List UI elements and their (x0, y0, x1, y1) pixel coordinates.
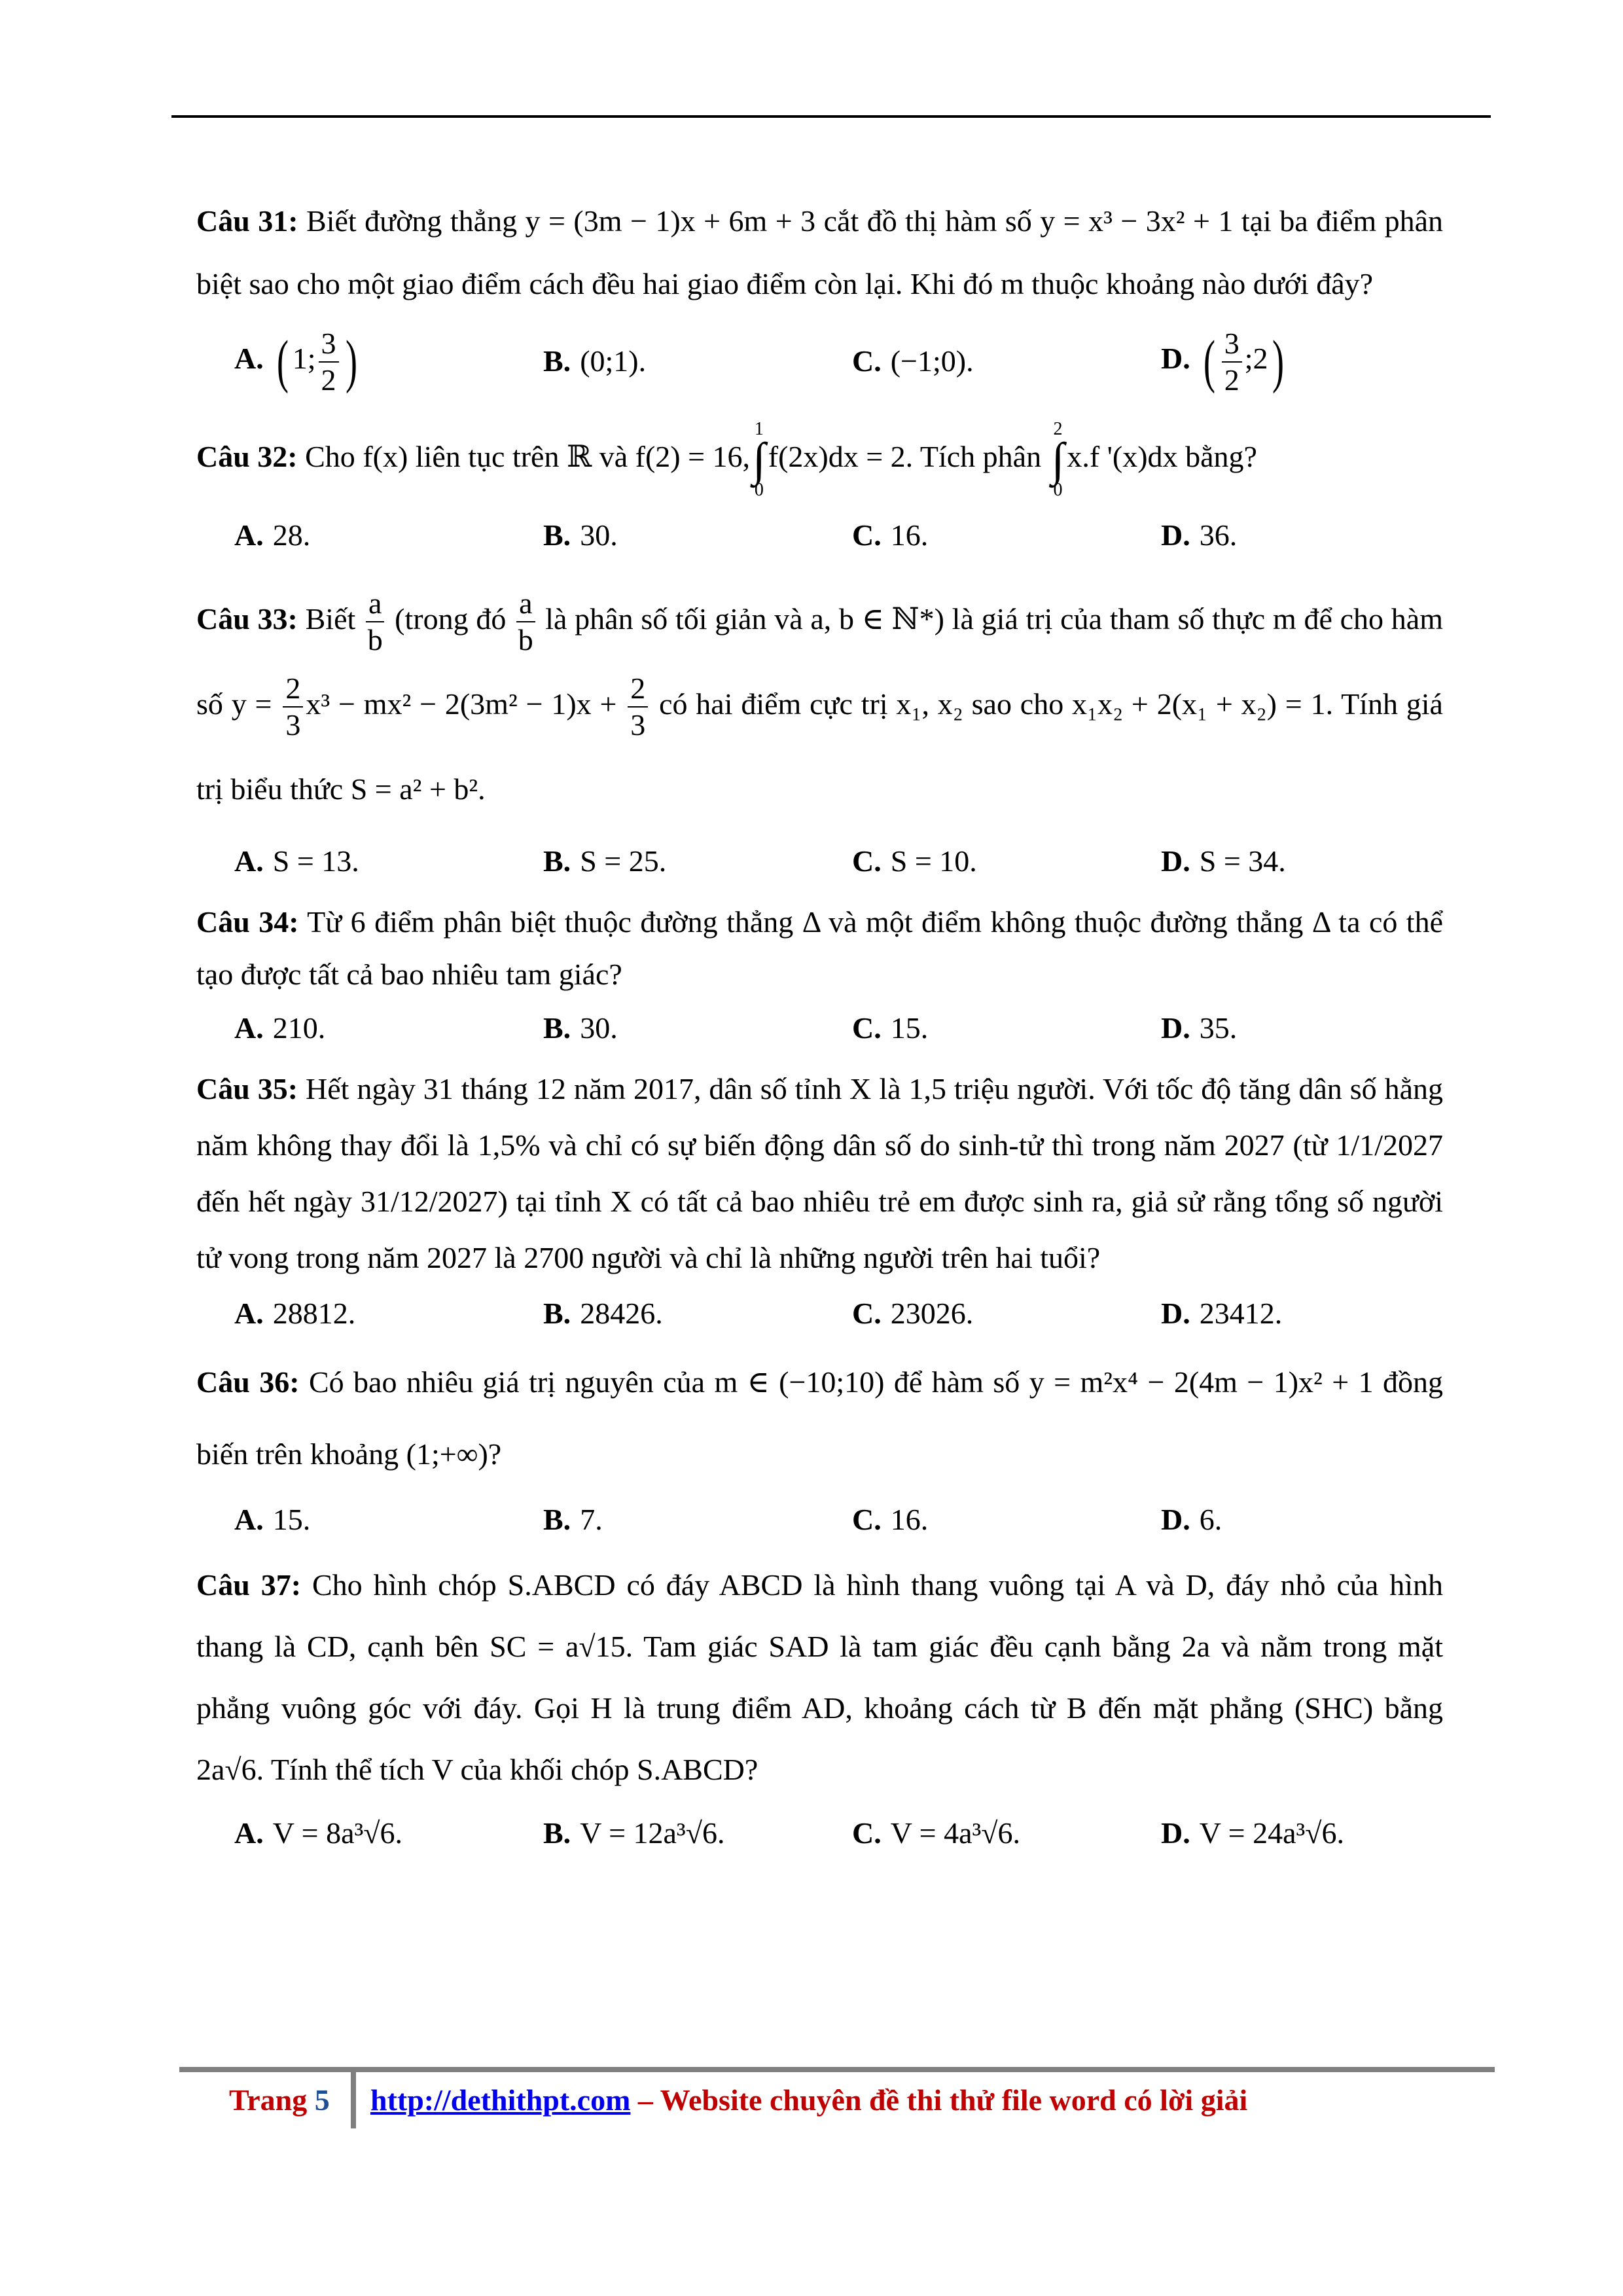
question-text: Tính giá trị biểu thức (196, 687, 1443, 806)
option-c[interactable] (814, 330, 1123, 393)
option-a[interactable] (196, 1282, 505, 1345)
option-letter: B. (543, 518, 571, 552)
numerator: 3 (1222, 329, 1242, 363)
denominator: 3 (285, 708, 301, 742)
option-letter: D. (1161, 1296, 1190, 1330)
question-31 (196, 190, 1443, 315)
option-letter: C. (852, 1296, 882, 1330)
option-a[interactable] (196, 997, 505, 1060)
option-b[interactable] (505, 504, 814, 567)
option-text: 35. (1199, 1011, 1238, 1045)
option-letter: D. (1161, 1816, 1190, 1850)
numerator: a (366, 588, 384, 622)
option-text: V = 24a³√6. (1199, 1816, 1345, 1850)
option-d[interactable] (1123, 1802, 1432, 1865)
option-text: (−1;0). (890, 344, 974, 378)
question-text: (trong đó (387, 601, 514, 636)
question-text: liên tục trên (408, 439, 567, 473)
answer-options (196, 1001, 1443, 1056)
site-description: – Website chuyên đề thi thử file word có lời giải (630, 2083, 1248, 2117)
math-expression: SC = a√15. (490, 1629, 633, 1663)
option-letter: A. (234, 342, 264, 376)
math-expression: 2a√6. (196, 1752, 264, 1786)
math-expression: S = a² + b². (350, 772, 486, 806)
option-b[interactable] (505, 330, 814, 393)
option-text: S = 10. (890, 844, 977, 878)
option-text: 23026. (890, 1296, 974, 1330)
option-d[interactable] (1123, 830, 1432, 893)
header-rule (171, 115, 1491, 118)
integral-upper-limit: 1 (754, 419, 764, 439)
answer-options (196, 499, 1443, 571)
numerator: a (516, 588, 535, 622)
question-text: là giá trị của tham số thực m để cho hàm số (196, 601, 1443, 721)
numerator: 2 (283, 673, 303, 708)
question-label: Câu 35: (196, 1071, 298, 1105)
question-text: tại ba điểm phân biệt sao cho một giao điểm cách đều hai giao điểm còn lại. Khi đó m thuộc khoảng nào dưới đây? (196, 204, 1444, 300)
option-c[interactable] (814, 1488, 1123, 1551)
option-c[interactable] (814, 504, 1123, 567)
option-letter: A. (234, 844, 264, 878)
question-label: Câu 32: (196, 439, 298, 473)
option-d[interactable] (1123, 997, 1432, 1060)
option-text: 28. (272, 518, 311, 552)
option-letter: C. (852, 1011, 882, 1045)
option-letter: B. (543, 1502, 571, 1536)
option-a[interactable] (196, 504, 505, 567)
question-text: Hết ngày 31 tháng 12 năm 2017, dân số tỉnh X là 1,5 triệu người. Với tốc độ tăng dân số hằng năm không thay đổi là 1,5% và chỉ có sự biến động dân số do sinh-tử thì trong năm 2027 (từ 1/1/2027 đến hết ngày 31/12/2027) tại tỉnh X có tất cả bao nhiêu trẻ em được sinh ra, giả sử rằng tổng số người tử vong trong năm 2027 là 2700 người và chỉ là những người trên hai tuổi? (196, 1071, 1443, 1274)
option-b[interactable] (505, 1282, 814, 1345)
math-expression: x.f '(x)dx (1067, 439, 1178, 473)
denominator: 2 (321, 363, 336, 397)
option-text: 23412. (1199, 1296, 1283, 1330)
answer-options (196, 1801, 1443, 1866)
answer-options (196, 1286, 1443, 1341)
math-expression: y = (231, 687, 281, 721)
denominator: b (367, 623, 383, 657)
question-list (196, 190, 1443, 1871)
math-expression: (1;+∞) (406, 1437, 488, 1471)
question-label: Câu 33: (196, 601, 298, 636)
option-text: S = 25. (580, 844, 667, 878)
question-text: Từ 6 điểm phân biệt thuộc đường thẳng Δ và một điểm không thuộc đường thẳng Δ ta có thể tạo được tất cả bao nhiêu tam giác? (196, 905, 1443, 991)
option-text: 30. (580, 518, 618, 552)
option-a[interactable] (196, 327, 505, 395)
option-a[interactable] (196, 830, 505, 893)
footer-site (370, 2083, 1247, 2117)
option-text: 28812. (272, 1296, 356, 1330)
option-text: 36. (1199, 518, 1238, 552)
answer-options (196, 832, 1443, 891)
option-letter: D. (1161, 518, 1190, 552)
option-text: V = 8a³√6. (272, 1816, 403, 1850)
integral-sign (1052, 420, 1065, 499)
question-37 (196, 1554, 1443, 1801)
paren-left: ( (1203, 329, 1215, 394)
answer-options (196, 1490, 1443, 1549)
question-text: Cho (297, 439, 363, 473)
math-expression: x³ − mx² − 2(3m² − 1)x + (306, 687, 626, 721)
numerator: 2 (628, 673, 648, 708)
option-text: 7. (580, 1502, 603, 1536)
integral-lower-limit: 0 (754, 479, 764, 500)
option-text: S = 34. (1199, 844, 1286, 878)
option-b[interactable] (505, 830, 814, 893)
question-text: Biết (297, 601, 364, 636)
fraction (319, 326, 339, 397)
integral-symbol: ∫ (753, 433, 766, 486)
fraction (1222, 326, 1242, 397)
option-letter: A. (234, 1011, 264, 1045)
denominator: 2 (1224, 363, 1240, 397)
integral-upper-limit: 2 (1053, 419, 1063, 439)
option-b[interactable] (505, 997, 814, 1060)
numerator: 3 (319, 329, 339, 363)
option-d[interactable] (1123, 327, 1432, 395)
option-letter: A. (234, 1502, 264, 1536)
paren-left: ( (276, 329, 289, 394)
question-text: Biết đường thẳng (298, 204, 526, 238)
option-c[interactable] (814, 830, 1123, 893)
option-c[interactable] (814, 1282, 1123, 1345)
option-text: S = 13. (272, 844, 359, 878)
denominator: 3 (630, 708, 646, 742)
option-letter: D. (1161, 342, 1190, 376)
question-label: Câu 34: (196, 905, 299, 939)
math-expression: f(x) (363, 439, 408, 473)
option-text: V = 4a³√6. (890, 1816, 1021, 1850)
option-a[interactable] (196, 1488, 505, 1551)
question-label: Câu 31: (196, 204, 298, 238)
question-32 (196, 420, 1443, 499)
option-text: 1; (292, 342, 316, 376)
math-expression: y = x³ − 3x² + 1 (1040, 204, 1234, 238)
option-text: ;2 (1244, 342, 1268, 376)
option-d[interactable] (1123, 504, 1432, 567)
math-expression: y = m²x⁴ − 2(4m − 1)x² + 1 (1029, 1365, 1374, 1399)
option-letter: A. (234, 518, 264, 552)
option-text: (0;1). (580, 344, 647, 378)
option-text: 6. (1199, 1502, 1222, 1536)
option-letter: C. (852, 844, 882, 878)
question-label: Câu 36: (196, 1365, 300, 1399)
option-text: 30. (580, 1011, 618, 1045)
denominator: b (518, 623, 533, 657)
option-d[interactable] (1123, 1282, 1432, 1345)
option-letter: D. (1161, 1502, 1190, 1536)
option-letter: A. (234, 1296, 264, 1330)
option-letter: D. (1161, 1011, 1190, 1045)
question-text: sao cho (963, 687, 1073, 721)
question-text: Tích phân (913, 439, 1049, 473)
question-text: ? (488, 1437, 502, 1471)
question-text: là phân số tối giản và (537, 601, 811, 636)
integral-symbol: ∫ (1051, 433, 1065, 486)
option-letter: C. (852, 1502, 882, 1536)
option-text: 210. (272, 1011, 326, 1045)
math-expression: x₁x₂ + 2(x₁ + x₂) = 1. (1072, 687, 1334, 721)
question-text: Tính thể tích V của khối chóp S.ABCD? (264, 1752, 758, 1786)
page-indicator (229, 2083, 330, 2117)
question-text: cắt đồ thị hàm số (815, 204, 1041, 238)
question-text: Tam giác SAD là tam giác đều cạnh bằng 2a và nằm trong mặt phẳng vuông góc với đáy. Gọi H là trung điểm AD, khoảng cách từ B đến mặt phẳng (SHC) bằng (196, 1629, 1443, 1725)
paren-right: ) (1272, 329, 1284, 394)
footer-divider (351, 2072, 356, 2128)
question-35 (196, 1061, 1443, 1286)
question-33 (196, 577, 1443, 832)
question-text: để hàm số (884, 1365, 1029, 1399)
fraction (516, 588, 535, 655)
option-letter: B. (543, 844, 571, 878)
question-text: Có bao nhiêu giá trị nguyên của (299, 1365, 715, 1399)
math-expression: y = (3m − 1)x + 6m + 3 (525, 204, 816, 238)
question-label: Câu 37: (196, 1568, 302, 1602)
paren-right: ) (345, 329, 357, 394)
question-text: đồng biến trên khoảng (196, 1365, 1444, 1471)
page-number: 5 (314, 2083, 330, 2117)
fraction (628, 673, 648, 740)
math-expression: f(2) = 16, (635, 439, 751, 473)
question-36 (196, 1346, 1443, 1490)
option-letter: B. (543, 1296, 571, 1330)
question-34 (196, 896, 1443, 1001)
question-text: Cho hình chóp S.ABCD có đáy ABCD là hình thang vuông tại A và D, đáy nhỏ của hình thang là CD, cạnh bên (196, 1568, 1444, 1663)
option-letter: B. (543, 1011, 571, 1045)
math-expression: a, b ∈ ℕ*) (810, 601, 944, 636)
option-text: 28426. (580, 1296, 663, 1330)
option-text: V = 12a³√6. (580, 1816, 725, 1850)
footer-rule (179, 2067, 1495, 2072)
option-letter: B. (543, 344, 571, 378)
option-text: 15. (890, 1011, 929, 1045)
fraction (283, 673, 303, 740)
option-text: 15. (272, 1502, 311, 1536)
integral-sign (753, 420, 766, 499)
math-expression: f(2x)dx = 2. (768, 439, 914, 473)
option-text: 16. (890, 518, 929, 552)
option-letter: D. (1161, 844, 1190, 878)
option-d[interactable] (1123, 1488, 1432, 1551)
question-text: có hai điểm cực trị (651, 687, 897, 721)
option-letter: C. (852, 1816, 882, 1850)
option-c[interactable] (814, 997, 1123, 1060)
option-c[interactable] (814, 1802, 1123, 1865)
option-b[interactable] (505, 1488, 814, 1551)
option-letter: C. (852, 344, 882, 378)
question-text: và (592, 439, 635, 473)
site-link[interactable]: http://dethithpt.com (370, 2083, 631, 2117)
question-text: bằng? (1177, 439, 1257, 473)
integral-lower-limit: 0 (1053, 479, 1063, 500)
option-letter: B. (543, 1816, 571, 1850)
option-letter: C. (852, 518, 882, 552)
answer-options (196, 315, 1443, 407)
math-expression: ℝ (566, 439, 592, 473)
fraction (366, 588, 384, 655)
math-expression: m ∈ (−10;10) (714, 1365, 885, 1399)
option-a[interactable] (196, 1802, 505, 1865)
page-label: Trang (229, 2083, 308, 2117)
option-b[interactable] (505, 1802, 814, 1865)
math-expression: x₁, x₂ (896, 687, 963, 721)
option-letter: A. (234, 1816, 264, 1850)
option-text: 16. (890, 1502, 929, 1536)
